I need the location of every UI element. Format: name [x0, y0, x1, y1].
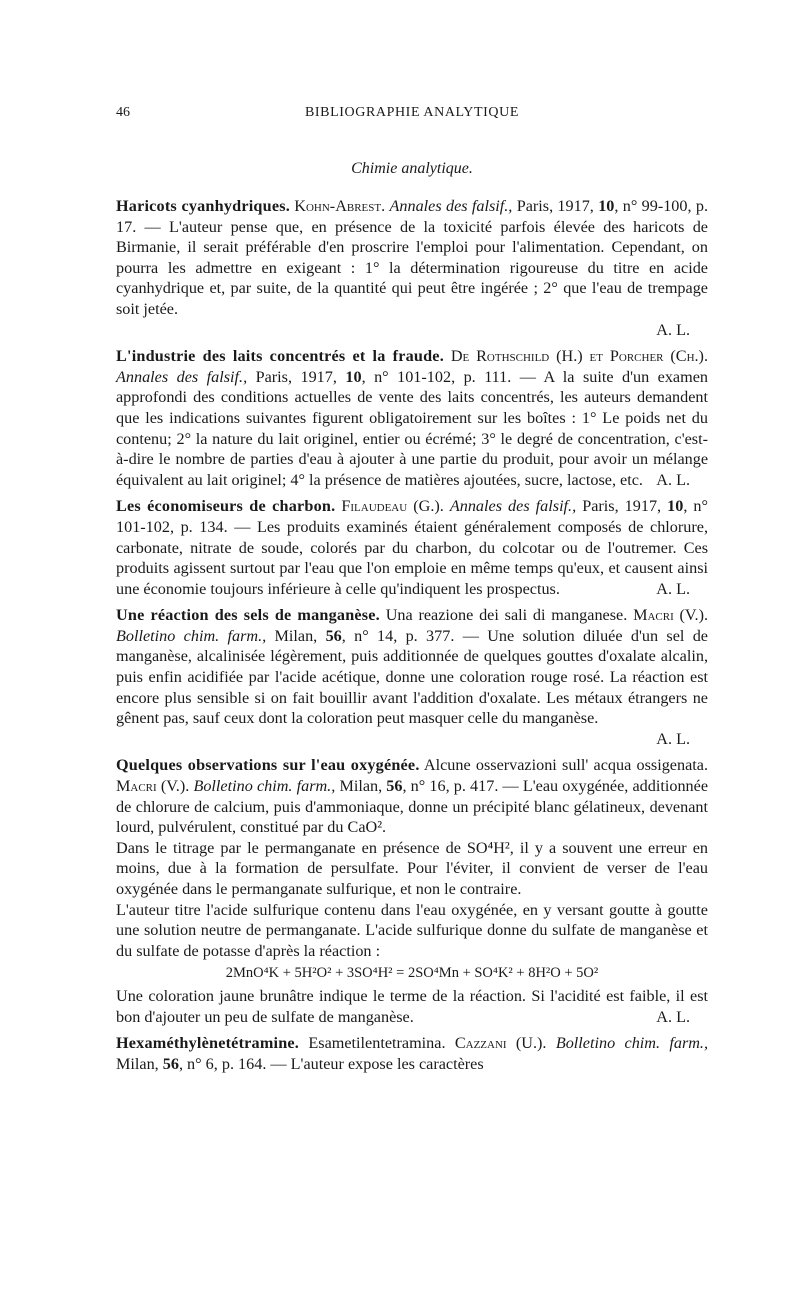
entry-author: Macri (V.). — [116, 777, 190, 796]
running-title: BIBLIOGRAPHIE ANALYTIQUE — [304, 105, 520, 120]
entry-title: Une réaction des sels de manganèse. — [116, 606, 380, 625]
entry-volume: 10 — [598, 197, 615, 215]
entry-signature: A. L. — [656, 579, 690, 598]
bibliography-entry — [116, 1033, 708, 1074]
entry-ref-prefix: Milan, — [274, 626, 326, 645]
entry-body: — L'auteur pense que, en présence de la toxicité parfois élevée des haricots de Birmanie, il serait préférable d'en proscrire l'emploi pour l'alimentation. Cependant, on pourra les admettre en exigeant : 1° la détermination rigoureuse du titre en acide cyanhydrique et, par suite, de la quantité qui peut être ingérée ; 2° que l'eau de trempage soit jetée. — [116, 217, 708, 318]
entry-body: — A la suite d'un examen approfondi des conditions actuelles de vente des laits concentrés, les auteurs demandent que les indications suivantes figurent obligatoirement sur les boîtes : 1° Le poids net du contenu; 2° la nature du lait originel, entier ou écrémé; 3° le degré de concentration, c'est-à-dire le nombre de parties d'eau à ajouter à une partie du produit, pour avoir un mélange équivalent au lait originel; 4° la présence de matières ajoutées, sucre, lactose, etc. — [116, 367, 708, 489]
entry-author: Macri (V.). — [633, 606, 709, 625]
entry-volume: 56 — [386, 777, 403, 796]
entry-title: Quelques observations sur l'eau oxygénée. — [116, 756, 420, 775]
entry-title: Haricots cyanhydriques. — [116, 197, 290, 215]
entry-ref-prefix: Paris, 1917, — [255, 367, 346, 386]
entry-author: De Rothschild (H.) et Porcher (Ch.). — [450, 347, 708, 366]
entry-volume: 56 — [162, 1054, 179, 1073]
entry-ref-prefix: Paris, 1917, — [516, 197, 599, 215]
bibliography-entry — [116, 346, 708, 490]
entry-volume: 56 — [325, 626, 342, 645]
entry-body: — L'eau oxygénée, additionnée de chlorure de calcium, puis d'ammoniaque, donne un précipité blanc gélatineux, devenant lourd, pulvérulent, constitué par du CaO². — [116, 777, 709, 837]
entry-ref-prefix: Paris, 1917, — [582, 497, 668, 516]
entry-signature: A. L. — [656, 470, 690, 489]
entry-signature: A. L. — [656, 729, 690, 748]
entry-paragraph: Une coloration jaune brunâtre indique le terme de la réaction. Si l'acidité est faible, il est bon d'ajouter un peu de sulfate de manganèse. — [116, 986, 708, 1026]
bibliography-entry — [116, 605, 708, 749]
entry-ref-suffix: , n° 16, p. 417. — [402, 777, 499, 796]
entry-signature: A. L. — [656, 1007, 690, 1026]
entry-journal: Bolletino chim. farm., — [555, 1034, 709, 1053]
entry-italian-title: Una reazione dei sali di manganese. — [385, 606, 628, 625]
entry-signature: A. L. — [656, 320, 690, 339]
entry-body: — L'auteur expose les caractères — [266, 1054, 484, 1073]
page-header — [116, 105, 708, 125]
entry-ref-suffix: , n° 6, p. 164. — [178, 1054, 267, 1073]
entry-volume: 10 — [667, 497, 684, 516]
entry-ref-prefix: Milan, — [339, 777, 387, 796]
entry-journal: Bolletino chim. farm., — [193, 777, 336, 796]
entry-volume: 10 — [345, 367, 362, 386]
entry-journal: Bolletino chim. farm., — [116, 626, 267, 645]
entry-body: — Les produits examinés étaient généralement composés de chlorure, carbonate, nitrate de soude, colorés par du charbon, du colcotar ou de l'outremer. Ces produits agissent surtout par l'eau que l'on emploie en même temps qu'eux, et causent ainsi une économie toujours inférieure à celle qu'indiquent les prospectus. — [116, 517, 708, 598]
entry-paragraph: L'auteur titre l'acide sulfurique contenu dans l'eau oxygénée, en y versant goutte à goutte une solution neutre de permanganate. L'acide sulfurique donne du sulfate de manganèse et du sulfate de potasse d'après la réaction : — [116, 900, 708, 960]
entry-journal: Annales des falsif., — [389, 197, 513, 215]
entry-ref-suffix: , n° 101-102, p. 111. — [361, 367, 512, 386]
entry-paragraph: Dans le titrage par le permanganate en présence de SO⁴H², il y a souvent une erreur en moins, due à la formation de persulfate. Pour l'éviter, il convient de verser de l'eau oxygénée dans le permanganate sulfurique, et non le contraire. — [116, 838, 708, 898]
page-number: 46 — [116, 105, 130, 120]
bibliography-entry — [116, 755, 708, 1027]
bibliography-entries — [116, 196, 708, 1080]
entry-title: L'industrie des laits concentrés et la fraude. — [116, 347, 444, 366]
bibliography-entry — [116, 196, 708, 340]
entry-journal: Annales des falsif., — [116, 367, 248, 386]
entry-italian-title: Alcune osservazioni sull' acqua ossigenata. — [423, 756, 708, 775]
entry-journal: Annales des falsif., — [449, 497, 577, 516]
entry-title: Les économiseurs de charbon. — [116, 497, 336, 516]
entry-author: Filaudeau (G.). — [341, 497, 444, 516]
entry-italian-title: Esametilentetramina. — [308, 1034, 446, 1053]
entry-ref-suffix: , n° 99-100, p. 17. — [116, 197, 709, 236]
entry-ref-suffix: , n° 14, p. 377. — [341, 626, 455, 645]
entry-ref-prefix: Milan, — [116, 1054, 163, 1073]
section-title: Chimie analytique. — [351, 160, 473, 177]
chemical-equation: 2MnO⁴K + 5H²O² + 3SO⁴H² = 2SO⁴Mn + SO⁴K² + 8H²O + 5O² — [225, 965, 599, 982]
entry-body: — Une solution diluée d'un sel de manganèse, alcalinisée légèrement, puis additionnée de quelques gouttes d'oxalate alcalin, puis enfin acidifiée par l'acide acétique, donne une coloration rouge rosé. La réaction est encore plus sensible si on fait bouillir avant l'addition d'oxalate. Les métaux étrangers ne gênent pas, sauf ceux dont la coloration peut masquer celle du manganèse. — [116, 626, 708, 728]
entry-author: Kohn-Abrest. — [294, 197, 386, 215]
entry-author: Cazzani (U.). — [454, 1034, 547, 1053]
bibliography-entry — [116, 496, 708, 599]
entry-ref-suffix: , n° 101-102, p. 134. — [116, 497, 708, 536]
entry-title: Hexaméthylènetétramine. — [116, 1034, 300, 1053]
